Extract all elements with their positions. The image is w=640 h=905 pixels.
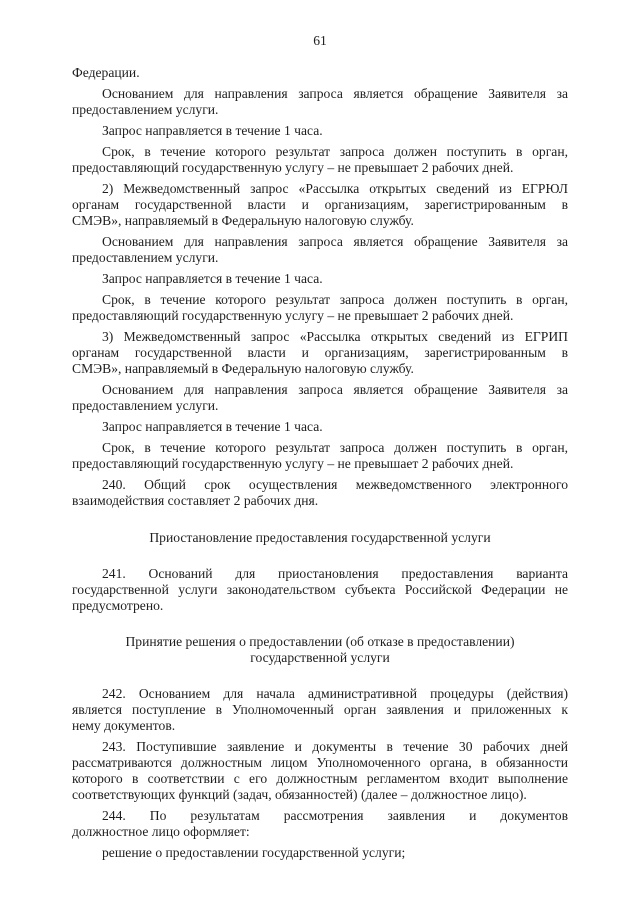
text-line: Срок, в течение которого результат запроса должен поступить в орган, <box>102 292 568 307</box>
text-line: которого в соответствии с его должностным регламентом входит выполнение <box>72 771 568 786</box>
text-line: нему документов. <box>72 718 176 733</box>
text-line: соответствующих функций (задач, обязанностей) (далее – должностное лицо). <box>72 787 527 802</box>
text-line: Срок, в течение которого результат запроса должен поступить в орган, <box>102 144 568 159</box>
text-line: 240. Общий срок осуществления межведомственного электронного <box>102 477 568 492</box>
text-line: Основанием для направления запроса является обращение Заявителя за <box>102 382 568 397</box>
text-line: предоставлением услуги. <box>72 250 219 265</box>
text-line: решение о предоставлении государственной услуги; <box>102 845 406 860</box>
text-line: СМЭВ», направляемый в Федеральную налоговую службу. <box>72 361 414 376</box>
text-line: 3) Межведомственный запрос «Рассылка открытых сведений из ЕГРИП <box>102 329 568 344</box>
text-line: органам государственной власти и организациям, зарегистрированным в <box>72 345 568 360</box>
text-line: предоставляющий государственную услугу – не превышает 2 рабочих дней. <box>72 456 514 471</box>
text-line: должностное лицо оформляет: <box>72 824 250 839</box>
text-line: рассматриваются должностным лицом Уполномоченного органа, в обязанности <box>72 755 568 770</box>
section-heading: Приостановление предоставления государственной услуги <box>149 530 491 545</box>
text-line: предоставляющий государственную услугу – не превышает 2 рабочих дней. <box>72 308 514 323</box>
page-number: 61 <box>313 33 327 48</box>
text-line: 244. По результатам рассмотрения заявления и документов <box>102 808 568 823</box>
text-line: 242. Основанием для начала административной процедуры (действия) <box>102 686 568 701</box>
text-line: Срок, в течение которого результат запроса должен поступить в орган, <box>102 440 568 455</box>
text-line: является поступление в Уполномоченный орган заявления и приложенных к <box>72 702 568 717</box>
section-heading: Принятие решения о предоставлении (об отказе в предоставлении) <box>125 634 515 649</box>
text-line: 2) Межведомственный запрос «Рассылка открытых сведений из ЕГРЮЛ <box>102 181 568 196</box>
text-line: органам государственной власти и организациям, зарегистрированным в <box>72 197 568 212</box>
text-line: государственной услуги законодательством субъекта Российской Федерации не <box>72 582 568 597</box>
text-line: Федерации. <box>72 65 140 80</box>
text-line: предоставляющий государственную услугу – не превышает 2 рабочих дней. <box>72 160 514 175</box>
text-line: Запрос направляется в течение 1 часа. <box>102 419 323 434</box>
text-line: предоставлением услуги. <box>72 102 219 117</box>
text-line: 243. Поступившие заявление и документы в течение 30 рабочих дней <box>102 739 568 754</box>
text-line: 241. Оснований для приостановления предоставления варианта <box>102 566 568 581</box>
text-line: предусмотрено. <box>72 598 164 613</box>
text-line: взаимодействия составляет 2 рабочих дня. <box>72 493 319 508</box>
text-line: СМЭВ», направляемый в Федеральную налоговую службу. <box>72 213 414 228</box>
text-line: Основанием для направления запроса является обращение Заявителя за <box>102 86 568 101</box>
text-line: предоставлением услуги. <box>72 398 219 413</box>
section-heading: государственной услуги <box>250 650 390 665</box>
text-line: Запрос направляется в течение 1 часа. <box>102 123 323 138</box>
text-line: Основанием для направления запроса является обращение Заявителя за <box>102 234 568 249</box>
text-line: Запрос направляется в течение 1 часа. <box>102 271 323 286</box>
